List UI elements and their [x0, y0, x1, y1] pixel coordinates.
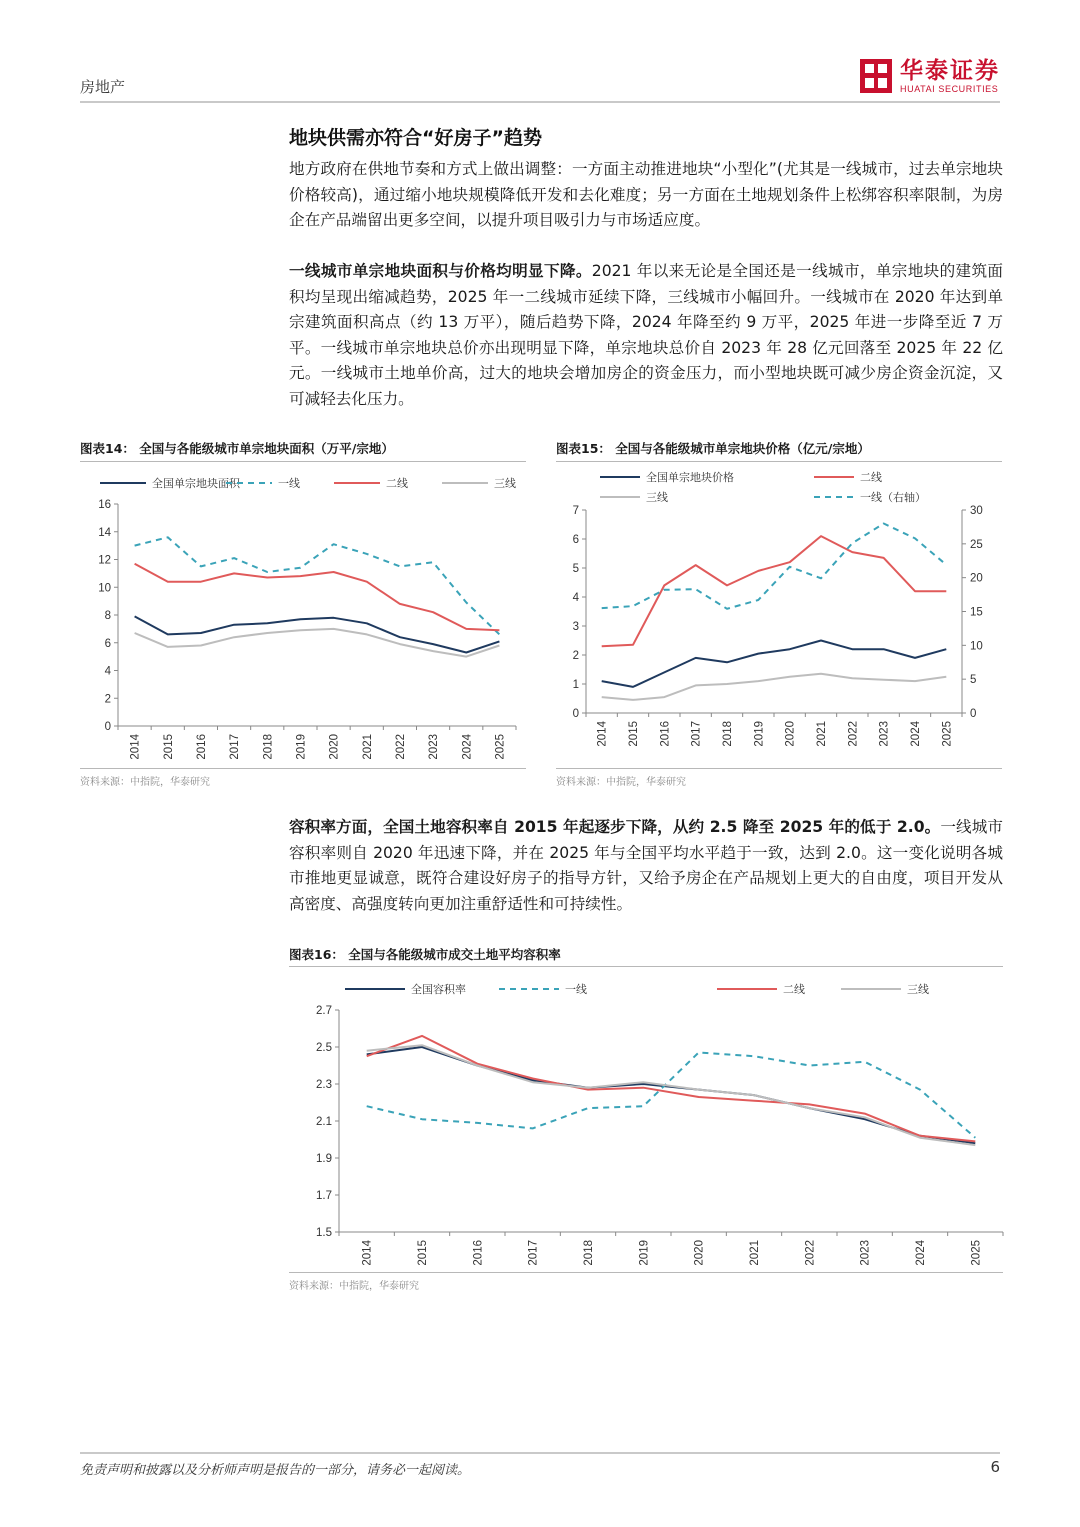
legend-label: 二线	[386, 478, 408, 490]
x-tick-label: 2018	[262, 734, 275, 760]
x-tick-label: 2015	[417, 1240, 429, 1266]
series-line	[135, 564, 500, 631]
x-tick-label: 2014	[596, 721, 609, 747]
x-tick-label: 2018	[722, 721, 734, 747]
logo-cn-text: 华泰证券	[900, 58, 1000, 84]
y-tick-label: 12	[98, 554, 111, 567]
y2-tick-label: 25	[970, 538, 983, 551]
paragraph-2-lead: 一线城市单宗地块面积与价格均明显下降。	[289, 262, 592, 280]
x-tick-label: 2016	[472, 1240, 485, 1266]
x-tick-label: 2021	[816, 721, 828, 747]
x-tick-label: 2023	[428, 734, 441, 760]
paragraph-3-body: 一线城市容积率则自 2020 年迅速下降，并在 2025 年与全国平均水平趋于一致，达到 2.0。这一变化说明各城市推地更显诚意，既符合建设好房子的指导方针，又给予房企在产品规划上更大的自由度，项目开发从高密度、高强度转向更加注重舒适性和可持续性。	[289, 818, 1003, 913]
x-tick-label: 2024	[461, 734, 474, 760]
legend-label: 三线	[646, 492, 668, 504]
brand-logo	[860, 58, 1000, 94]
y-tick-label: 10	[98, 582, 111, 595]
y2-tick-label: 0	[970, 708, 977, 720]
y2-tick-label: 5	[970, 674, 977, 687]
paragraph-3-lead: 容积率方面，全国土地容积率自 2015 年起逐步下降，从约 2.5 降至 2025 年的低于 2.0。	[289, 818, 941, 836]
y2-tick-label: 15	[970, 606, 983, 619]
x-tick-label: 2015	[162, 734, 175, 760]
y-tick-label: 2	[104, 693, 111, 706]
y-tick-label: 14	[98, 526, 111, 539]
x-tick-label: 2019	[638, 1240, 651, 1266]
y-tick-label: 8	[104, 610, 111, 622]
legend-label: 三线	[907, 984, 929, 996]
y-tick-label: 0	[572, 708, 579, 720]
fig16-bottom-rule	[289, 1272, 1003, 1273]
x-tick-label: 2025	[494, 734, 507, 760]
x-tick-label: 2022	[804, 1240, 817, 1266]
x-tick-label: 2021	[749, 1240, 761, 1266]
x-tick-label: 2017	[690, 721, 703, 747]
x-tick-label: 2019	[295, 734, 308, 760]
x-tick-label: 2016	[659, 721, 672, 747]
x-tick-label: 2023	[878, 721, 891, 747]
series-line	[135, 616, 500, 652]
y-tick-label: 4	[572, 592, 579, 604]
header-divider	[80, 101, 1000, 103]
x-tick-label: 2014	[129, 734, 142, 760]
legend-label: 全国单宗地块面积	[152, 478, 240, 490]
paragraph-2	[289, 259, 1003, 412]
y-tick-label: 1.9	[316, 1153, 332, 1165]
y-tick-label: 2.5	[316, 1042, 332, 1054]
legend-label: 全国容积率	[411, 984, 466, 996]
series-line	[367, 1045, 976, 1145]
y2-tick-label: 20	[970, 572, 983, 585]
legend-label: 一线	[278, 478, 300, 490]
legend-label: 一线	[565, 984, 587, 996]
fig16-chart	[289, 968, 1003, 1272]
y-tick-label: 1	[572, 679, 579, 691]
x-tick-label: 2025	[941, 721, 954, 747]
fig15-title: 图表15： 全国与各能级城市单宗地块价格（亿元/宗地）	[556, 441, 870, 456]
y-tick-label: 6	[572, 534, 579, 546]
fig14-source: 资料来源：中指院，华泰研究	[80, 777, 210, 788]
series-line	[367, 1047, 976, 1143]
footer-disclaimer: 免责声明和披露以及分析师声明是报告的一部分，请务必一起阅读。	[80, 1463, 471, 1478]
fig15-bottom-rule	[556, 768, 1002, 769]
y-tick-label: 16	[98, 499, 111, 511]
x-tick-label: 2021	[361, 734, 374, 760]
x-tick-label: 2016	[195, 734, 208, 760]
x-tick-label: 2025	[970, 1240, 983, 1266]
paragraph-3	[289, 815, 1003, 917]
y-tick-label: 1.5	[316, 1227, 332, 1239]
fig16-top-rule	[289, 966, 1003, 967]
paragraph-2-body: 2021 年以来无论是全国还是一线城市，单宗地块的建筑面积均呈现出缩减趋势，2025 年一二线城市延续下降，三线城市小幅回升。一线城市在 2020 年达到单宗建筑面积高点（约 13 万平），随后趋势下降，2024 年降至约 9 万平，2025 年进一步降至近 7 万平。一线城市单宗地块总价亦出现明显下降，单宗地块总价自 2023 年 28 亿元回落至 2025 年 22 亿元。一线城市土地单价高，过大的地块会增加房企的资金压力，而小型地块既可减少房企资金沉淀，又可减轻去化压力。	[289, 262, 1003, 408]
x-tick-label: 2024	[915, 1240, 927, 1266]
series-line	[135, 537, 500, 634]
x-tick-label: 2017	[527, 1240, 540, 1266]
y-tick-label: 2.7	[316, 1005, 332, 1017]
x-tick-label: 2018	[583, 1240, 595, 1266]
x-tick-label: 2020	[693, 1240, 706, 1266]
x-tick-label: 2017	[229, 734, 242, 760]
header-sector: 房地产	[80, 78, 126, 96]
y-tick-label: 2.1	[316, 1116, 332, 1128]
legend-label: 一线（右轴）	[860, 492, 926, 504]
x-tick-label: 2022	[847, 721, 860, 747]
section-title: 地块供需亦符合“好房子”趋势	[289, 127, 542, 149]
page-number: 6	[990, 1458, 1000, 1476]
y-tick-label: 0	[104, 721, 111, 733]
y-tick-label: 1.7	[316, 1190, 332, 1202]
series-line	[602, 536, 947, 646]
y-tick-label: 7	[572, 505, 579, 517]
x-tick-label: 2020	[784, 721, 797, 747]
legend-label: 全国单宗地块价格	[646, 472, 734, 484]
fig14-chart	[80, 462, 526, 768]
x-tick-label: 2020	[328, 734, 341, 760]
x-tick-label: 2022	[394, 734, 407, 760]
x-tick-label: 2019	[753, 721, 766, 747]
y-tick-label: 3	[572, 621, 579, 633]
x-tick-label: 2023	[859, 1240, 872, 1266]
legend-label: 二线	[783, 984, 805, 996]
logo-en-text: HUATAI SECURITIES	[900, 84, 999, 94]
y2-tick-label: 10	[970, 640, 983, 653]
fig16-title: 图表16： 全国与各能级城市成交土地平均容积率	[289, 947, 561, 962]
x-tick-label: 2024	[910, 721, 922, 747]
fig14-title: 图表14： 全国与各能级城市单宗地块面积（万平/宗地）	[80, 441, 394, 456]
legend-label: 二线	[860, 472, 882, 484]
x-tick-label: 2015	[628, 721, 640, 747]
fig15-chart	[556, 462, 1002, 768]
y-tick-label: 4	[104, 665, 111, 678]
paragraph-1: 地方政府在供地节奏和方式上做出调整：一方面主动推进地块“小型化”(尤其是一线城市，过去单宗地块价格较高)，通过缩小地块规模降低开发和去化难度；另一方面在土地规划条件上松绑容积率限制，为房企在产品端留出更多空间，以提升项目吸引力与市场适应度。	[289, 160, 1003, 229]
fig15-source: 资料来源：中指院，华泰研究	[556, 777, 686, 788]
fig14-bottom-rule	[80, 768, 526, 769]
y2-tick-label: 30	[970, 505, 983, 517]
footer-divider	[80, 1452, 1000, 1454]
fig16-source: 资料来源：中指院，华泰研究	[289, 1281, 419, 1292]
legend-label: 三线	[494, 478, 516, 490]
x-tick-label: 2014	[361, 1240, 374, 1266]
y-tick-label: 6	[104, 637, 111, 650]
y-tick-label: 2.3	[316, 1079, 332, 1091]
logo-mark-icon	[860, 59, 892, 93]
y-tick-label: 5	[572, 563, 579, 575]
y-tick-label: 2	[572, 650, 579, 662]
